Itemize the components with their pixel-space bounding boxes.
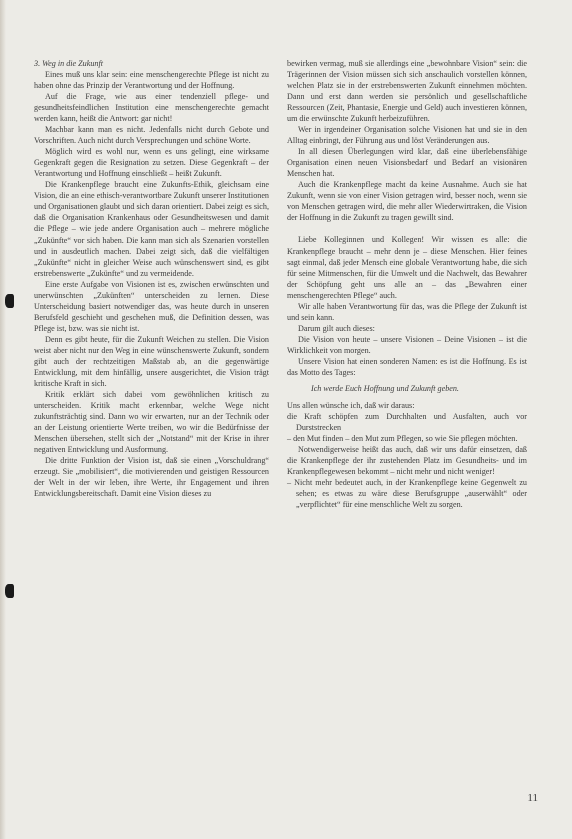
paragraph: Die Krankenpflege braucht eine Zukunfts-Ethik, gleichsam eine Vision, die an eine ethisch-verantwortbare Zukunft unserer Institutionen und Organisationen glaubt und sich daran orientiert. Dabei zeigt es sich, daß die Organisation Krankenhaus oder Gesundheitswesen und damit die Pflege – wie jede andere Organisation auch – mehrere mögliche „Zukünfte“ vor sich haben. Die kann man sich als Szenarien vorstellen und in ausdeutlich machen. Dabei zeigt sich, daß die vielfältigen „Zukünfte“ nicht in gleicher Weise auch wünschenswert sind, es gibt erstrebenswerte „Zukünfte“ und zu vermeidende.	[34, 180, 269, 278]
paragraph: Wir alle haben Verantwortung für das, was die Pflege der Zukunft ist und sein kann.	[287, 301, 527, 322]
motto-line: Ich werde Euch Hoffnung und Zukunft geben.	[311, 383, 459, 393]
address-paragraph: Liebe Kolleginnen und Kollegen! Wir wissen es alle: die Krankenpflege braucht – mehr denn je – diese Menschen. Hier feines sagt einmal, daß jeder Mensch eine globale Verantwortung habe, die sich für seine Mitmenschen, für die Umwelt und die Nachwelt, das Bewahrer der Schöpfung geht uns alle an – das „Bewahren einer menschengerechten Pflege“ auch.	[287, 235, 527, 300]
wish-item: die Kraft schöpfen zum Durchhalten und Ausfalten, auch vor Durststrecken	[287, 411, 527, 432]
right-column	[287, 58, 527, 510]
section-heading: 3. Weg in die Zukunft	[34, 59, 103, 68]
paragraph: Möglich wird es wohl nur, wenn es uns gelingt, eine wirksame Gegenkraft gegen die Resignation zu setzen. Diese Gegenkraft – der Verantwortung und Hoffnung einschließt – heißt Zukunft.	[34, 147, 269, 179]
left-column	[34, 58, 269, 499]
paragraph: Darum gilt auch dieses:	[298, 323, 375, 333]
paragraph: Wer in irgendeiner Organisation solche Visionen hat und sie in den Alltag einbringt, der Führung aus und löst Veränderungen aus.	[287, 125, 527, 146]
wish-item: – Nicht mehr bedeutet auch, in der Krankenpflege keine Gegenwelt zu sehen; es etwas zu wäre diese Berufsgruppe „auserwählt“ oder „verpflichtet“ für eine menschliche Welt zu sorgen.	[287, 478, 527, 510]
paragraph: Auf die Frage, wie aus einer tendenziell pflege- und gesundheitsfeindlichen Institution eine menschengerechte gemacht werden kann, heißt die Antwort: gar nicht!	[34, 92, 269, 124]
paragraph: Die Vision von heute – unsere Visionen – Deine Visionen – ist die Wirklichkeit von morgen.	[287, 334, 527, 355]
paragraph: Eine erste Aufgabe von Visionen ist es, zwischen erwünschten und unerwünschten „Zukünften“ unterscheiden zu lernen. Diese Unterscheidung basiert notwendiger das, was heute durch in unseren Berufsfeld geschieht und geschehen muß, die Definition dessen, was Pflege ist, bzw. was sie nicht ist.	[34, 279, 269, 333]
punch-hole-mark	[5, 584, 14, 598]
page-binding-shadow	[0, 0, 6, 839]
paragraph: Kritik erklärt sich dabei vom gewöhnlichen kritisch zu unterscheiden. Kritik macht erkennbar, welche Wege nicht zukunftsträchtig sind. Dann wo wir erwarten, nur an der Technik oder an der Leistung orientierte Werte treiben, wo wir die Bedürfnisse der Menschen übersehen, stellt sich der „Notstand“ mit der Krise in ihrer negativen Entwicklung und Ausformung.	[34, 389, 269, 455]
paragraph: Auch die Krankenpflege macht da keine Ausnahme. Auch sie hat Zukunft, wenn sie von einer Vision getragen wird, besser noch, wenn sie von Menschen getragen wird, die mehr aller Wiederwirtraken, die Vision der Hoffnung in die Zukunft zu tragen gewillt sind.	[287, 180, 527, 223]
paragraph: In all diesen Überlegungen wird klar, daß eine überlebensfähige Organisation einen neuen Visionsbedarf und Bedarf an visionären Menschen hat.	[287, 147, 527, 179]
punch-hole-mark	[5, 294, 14, 308]
paragraph: bewirken vermag, muß sie allerdings eine „bewohnbare Vision“ sein: die Trägerinnen der Vision müssen sich sich anschaulich vorstellen können, welchen Platz sie in der erstrebenswerten Zukunft einnehmen möchten. Dann und erst dann werden sie persönlich und gesellschaftliche Ressourcen (Zeit, Phantasie, Energie und Geld) auch investieren können, um die erwünschte Zukunft herbeizuführen.	[287, 59, 527, 124]
paragraph: Denn es gibt heute, für die Zukunft Weichen zu stellen. Die Vision weist aber nicht nur den Weg in eine wünschenswerte Zukunft, sondern gibt auch der rechtzeitigen Maßstab ab, an die gegenwärtige Entwicklung, mit dem hinfällig, unsere ausgerichtet, die Vision trägt kritische Kraft in sich.	[34, 334, 269, 388]
wish-item: – den Mut finden – den Mut zum Pflegen, so wie Sie pflegen möchten.	[287, 434, 518, 443]
wish-intro: Uns allen wünsche ich, daß wir daraus:	[287, 400, 415, 410]
paragraph: Eines muß uns klar sein: eine menschengerechte Pflege ist nicht zu haben ohne das Prinzip der Verantwortung und der Hoffnung.	[34, 70, 269, 91]
paragraph: Unsere Vision hat einen sonderen Namen: es ist die Hoffnung. Es ist das Motto des Tages:	[287, 356, 527, 377]
paragraph: Die dritte Funktion der Vision ist, daß sie einen „Vorschuldrang“ erzeugt. Sie „mobilisiert“, die motivierenden und geistigen Ressourcen der Welt in der wir leben, ihre Werte, ihr Engagement und ihren Entwicklungsbereitschaft. Damit eine Vision dieses zu	[34, 456, 269, 499]
paragraph: Machbar kann man es nicht. Jedenfalls nicht durch Gebote und Vorschriften. Auch nicht durch Versprechungen und schöne Worte.	[34, 125, 269, 146]
page-number: 11	[527, 792, 538, 804]
paragraph: Notwendigerweise heißt das auch, daß wir uns dafür einsetzen, daß die Krankenpflege der ihr zustehenden Platz im Gesundheits- und im Krankenpflegewesen bekommt – nicht mehr und nicht weniger!	[287, 445, 527, 477]
